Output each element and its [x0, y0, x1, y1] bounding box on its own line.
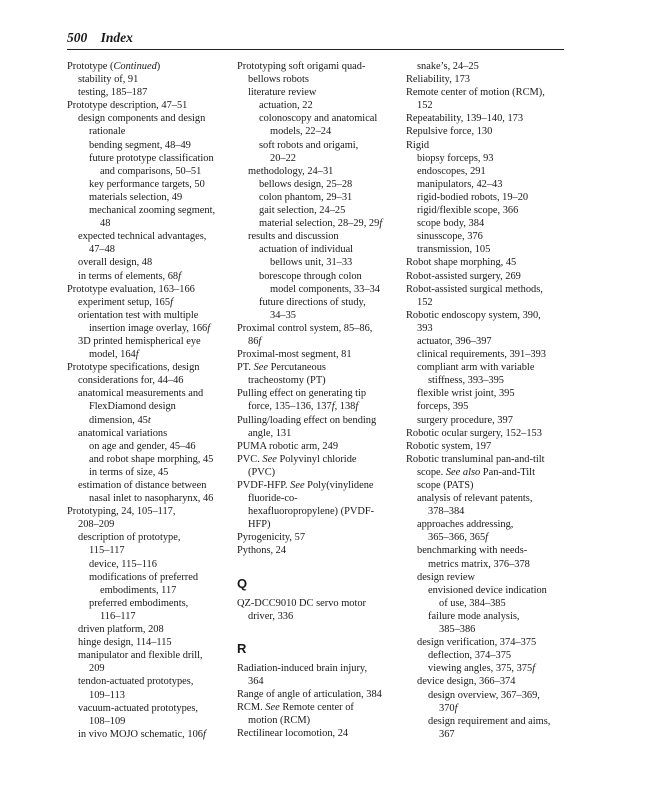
index-entry: Prototyping soft origami quad-: [237, 61, 366, 72]
index-subentry: endoscopes, 291: [417, 165, 486, 177]
index-entry: Robot shape morphing, 45: [406, 257, 517, 269]
index-subentry: 47–48: [89, 244, 115, 256]
index-subentry: 108–109: [89, 715, 126, 727]
index-subentry: estimation of distance between: [78, 480, 207, 491]
index-entry: Prototype (Continued): [67, 61, 161, 72]
index-subentry: 367: [439, 728, 455, 740]
index-subentry: snake’s, 24–25: [417, 61, 479, 72]
index-subentry: models, 22–24: [270, 126, 332, 138]
index-subentry: 34–35: [270, 309, 296, 321]
index-subentry: anatomical measurements and: [78, 388, 204, 400]
index-subentry: and robot shape morphing, 45: [89, 453, 214, 465]
index-subentry: envisioned device indication: [428, 584, 547, 596]
index-subentry: clinical requirements, 391–393: [417, 349, 546, 361]
index-subentry: bending segment, 48–49: [89, 139, 191, 151]
index-subentry: 365–366, 365f: [428, 532, 489, 544]
index-subentry: literature review: [248, 87, 317, 99]
index-entry: Pyrogenicity, 57: [237, 532, 306, 544]
page-number: 500: [67, 30, 88, 45]
index-subentry: device design, 366–374: [417, 676, 516, 688]
index-subentry: scope. See also Pan-and-Tilt: [417, 466, 535, 478]
index-subentry: in vivo MOJO schematic, 106f: [78, 728, 206, 740]
section-letter: R: [237, 640, 247, 656]
index-subentry: mechanical zooming segment,: [89, 205, 216, 217]
index-subentry: key performance targets, 50: [89, 178, 205, 190]
index-subentry: insertion image overlay, 166f: [89, 322, 211, 334]
index-subentry: modifications of preferred: [89, 571, 199, 583]
index-entry: Prototyping, 24, 105–117,: [67, 506, 176, 518]
index-subentry: preferred embodiments,: [89, 597, 189, 609]
index-subentry: on age and gender, 45–46: [89, 440, 196, 452]
index-subentry: bellows robots: [248, 74, 309, 86]
index-subentry: tendon-actuated prototypes,: [78, 676, 194, 688]
running-header: [67, 30, 563, 46]
index-entry: Pulling effect on generating tip: [237, 388, 367, 400]
index-subentry: vacuum-actuated prototypes,: [78, 702, 199, 714]
index-entry: Proximal control system, 85–86,: [237, 322, 373, 334]
index-entry: Prototype specifications, design: [67, 362, 200, 374]
index-subentry: actuation of individual: [259, 244, 354, 256]
index-subentry: expected technical advantages,: [78, 231, 207, 243]
index-subentry: anatomical variations: [78, 427, 168, 439]
index-subentry: 3D printed hemispherical eye: [78, 335, 201, 347]
index-subentry: materials selection, 49: [89, 191, 183, 203]
index-subentry: embodiments, 117: [100, 584, 177, 596]
index-subentry: FlexDiamond design: [89, 401, 176, 413]
index-entry: Repeatability, 139–140, 173: [406, 113, 524, 125]
section-letter: Q: [237, 575, 248, 591]
index-subentry: metrics matrix, 376–378: [428, 558, 530, 570]
index-subentry: flexible wrist joint, 395: [417, 388, 515, 400]
index-subentry: design overview, 367–369,: [428, 689, 540, 701]
index-subentry: results and discussion: [248, 231, 339, 243]
index-subentry: biopsy forceps, 93: [417, 152, 494, 164]
index-subentry: in terms of elements, 68f: [78, 270, 182, 282]
index-entry: Robot-assisted surgical methods,: [406, 283, 543, 295]
index-subentry: testing, 185–187: [78, 87, 148, 99]
index-subentry: in terms of size, 45: [89, 466, 169, 478]
index-subentry: 152: [417, 296, 433, 308]
index-subentry: model, 164f: [89, 349, 139, 361]
index-subentry: bellows design, 25–28: [259, 178, 353, 190]
index-subentry: 378–384: [428, 506, 465, 518]
index-subentry: device, 115–116: [89, 558, 157, 570]
index-subentry: considerations for, 44–46: [78, 375, 184, 387]
index-subentry: tracheostomy (PT): [248, 375, 326, 387]
index-subentry: 393: [417, 322, 433, 334]
index-subentry: force, 135–136, 137f, 138f: [248, 401, 359, 413]
index-subentry: colonoscopy and anatomical: [259, 113, 378, 125]
index-entry: PT. See Percutaneous: [237, 362, 326, 374]
index-subentry: compliant arm with variable: [417, 362, 535, 374]
index-subentry: of use, 384–385: [439, 597, 506, 609]
index-subentry: 385–386: [439, 624, 476, 636]
index-subentry: hexafluoropropylene) (PVDF-: [248, 506, 375, 518]
index-subentry: orientation test with multiple: [78, 309, 199, 321]
index-subentry: design requirement and aims,: [428, 715, 551, 727]
section-gap: [237, 558, 402, 571]
header-rule: [67, 49, 564, 50]
index-subentry: methodology, 24–31: [248, 165, 334, 177]
index-entry: Robotic ocular surgery, 152–153: [406, 427, 542, 439]
index-subentry: design components and design: [78, 113, 206, 125]
index-subentry: motion (RCM): [248, 715, 311, 727]
index-subentry: stability of, 91: [78, 74, 139, 86]
index-subentry: bellows unit, 31–33: [270, 257, 353, 269]
index-subentry: viewing angles, 375, 375f: [428, 663, 536, 675]
index-subentry: failure mode analysis,: [428, 610, 520, 622]
index-entry: Rigid: [406, 139, 430, 151]
index-subentry: fluoride-co-: [248, 493, 298, 505]
index-entry: Pulling/loading effect on bending: [237, 414, 377, 426]
index-entry: PUMA robotic arm, 249: [237, 440, 339, 452]
index-subentry: soft robots and origami,: [259, 139, 359, 151]
index-subentry: future prototype classification: [89, 152, 214, 164]
index-entry: Range of angle of articulation, 384: [237, 689, 382, 701]
index-subentry: forceps, 395: [417, 401, 469, 413]
index-entry: Prototype description, 47–51: [67, 100, 188, 112]
index-subentry: future directions of study,: [259, 296, 366, 308]
index-subentry: colon phantom, 29–31: [259, 191, 353, 203]
index-entry: Robotic system, 197: [406, 440, 492, 452]
index-entry: Radiation-induced brain injury,: [237, 662, 368, 674]
index-subentry: dimension, 45t: [89, 414, 151, 426]
index-column-1: [67, 60, 232, 741]
index-subentry: borescope through colon: [259, 270, 362, 282]
index-subentry: scope body, 384: [417, 218, 485, 230]
index-entry: RCM. See Remote center of: [237, 702, 354, 714]
section-gap: [237, 623, 402, 636]
index-subentry: stiffness, 393–395: [428, 375, 505, 387]
index-subentry: design review: [417, 571, 475, 583]
index-column-3: [406, 60, 571, 741]
index-subentry: nasal inlet to nasopharynx, 46: [89, 493, 214, 505]
index-subentry: 209: [89, 663, 105, 675]
index-subentry: HFP): [248, 519, 271, 531]
index-subentry: model components, 33–34: [270, 283, 380, 295]
index-subentry: 208–209: [78, 519, 115, 531]
index-entry: PVC. See Polyvinyl chloride: [237, 453, 357, 465]
index-subentry: analysis of relevant patents,: [417, 493, 533, 505]
index-subentry: design verification, 374–375: [417, 637, 537, 649]
index-subentry: scope (PATS): [417, 480, 474, 491]
index-subentry: manipulator and flexible drill,: [78, 650, 203, 662]
index-subentry: description of prototype,: [78, 532, 181, 544]
index-subentry: rationale: [89, 126, 126, 138]
index-subentry: 109–113: [89, 689, 125, 701]
index-subentry: actuation, 22: [259, 100, 313, 112]
index-subentry: 364: [248, 676, 264, 688]
index-subentry: rigid-bodied robots, 19–20: [417, 191, 529, 203]
index-subentry: 370f: [439, 702, 458, 714]
index-entry: Proximal-most segment, 81: [237, 349, 352, 361]
index-subentry: hinge design, 114–115: [78, 637, 172, 649]
index-entry: Remote center of motion (RCM),: [406, 87, 545, 99]
index-entry: Reliability, 173: [406, 74, 470, 86]
index-entry: Robotic transluminal pan-and-tilt: [406, 453, 545, 465]
index-subentry: 152: [417, 100, 433, 112]
index-subentry: material selection, 28–29, 29f: [259, 218, 383, 230]
section-title: Index: [100, 30, 133, 45]
index-subentry: 116–117: [100, 610, 136, 622]
index-subentry: surgery procedure, 397: [417, 414, 513, 426]
index-subentry: gait selection, 24–25: [259, 205, 346, 217]
index-entry: Pythons, 24: [237, 545, 287, 557]
index-subentry: angle, 131: [248, 427, 292, 439]
index-subentry: 20–22: [270, 152, 296, 164]
index-subentry: experiment setup, 165f: [78, 296, 173, 308]
index-subentry: manipulators, 42–43: [417, 178, 503, 190]
index-entry: Robot-assisted surgery, 269: [406, 270, 521, 282]
index-entry: PVDF-HFP. See Poly(vinylidene: [237, 480, 374, 491]
index-entry: Rectilinear locomotion, 24: [237, 728, 349, 740]
index-entry: Prototype evaluation, 163–166: [67, 283, 195, 295]
index-subentry: approaches addressing,: [417, 519, 514, 531]
index-entry: QZ-DCC9010 DC servo motor: [237, 597, 367, 609]
index-subentry: (PVC): [248, 466, 276, 478]
index-subentry: deflection, 374–375: [428, 650, 512, 662]
index-subentry: 115–117: [89, 545, 125, 557]
index-subentry: and comparisons, 50–51: [100, 165, 202, 177]
index-entry: Robotic endoscopy system, 390,: [406, 309, 541, 321]
index-subentry: benchmarking with needs-: [417, 545, 528, 557]
index-subentry: transmission, 105: [417, 244, 491, 256]
index-subentry: driven platform, 208: [78, 624, 164, 636]
index-entry: Repulsive force, 130: [406, 126, 493, 138]
index-subentry: actuator, 396–397: [417, 335, 492, 347]
index-column-2: [237, 60, 402, 741]
index-subentry: 86f: [248, 335, 262, 347]
index-subentry: rigid/flexible scope, 366: [417, 205, 519, 217]
index-subentry: driver, 336: [248, 610, 294, 622]
index-subentry: 48: [100, 218, 111, 230]
index-subentry: sinusscope, 376: [417, 231, 483, 243]
index-subentry: overall design, 48: [78, 257, 153, 269]
